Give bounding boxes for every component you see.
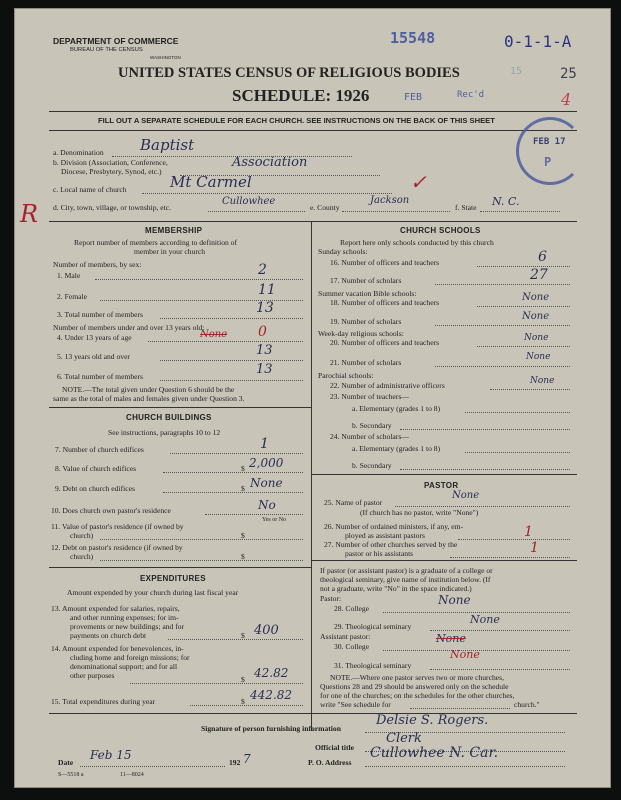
membership-rule [49, 407, 311, 408]
stamp-date: FEB 17 [533, 137, 566, 147]
members-by-sex-label: Number of members, by sex: [53, 260, 142, 269]
q24b-line [400, 469, 570, 470]
schools-rule [311, 474, 577, 475]
expenditures-heading: EXPENDITURES [140, 574, 206, 583]
q10-value: No [258, 498, 276, 512]
bureau-label: BUREAU OF THE CENSUS [70, 47, 143, 53]
q15-value: 442.82 [250, 688, 292, 702]
stamp-letter: P [544, 155, 552, 169]
q12-label-2: church) [70, 552, 94, 561]
q7-value: 1 [260, 436, 269, 452]
q8-label: 8. Value of church edifices [55, 464, 137, 473]
q31-line [430, 669, 570, 670]
q12-label-1: 12. Debt on pastor's residence (if owned by [51, 543, 183, 552]
weekday-schools-label: Week-day religious schools: [318, 329, 404, 338]
denomination-value: Baptist [140, 136, 195, 154]
serial-number: 15548 [390, 29, 436, 47]
stamp-month: FEB [404, 92, 423, 103]
stamp-number: 15 [510, 66, 523, 77]
pastor-note-4: write "See schedule for [320, 700, 391, 709]
q18-label: 18. Number of officers and teachers [330, 298, 440, 307]
q10-line [205, 514, 303, 515]
q22-value: None [530, 376, 555, 386]
q19-value: None [522, 311, 550, 322]
q28-label: 28. College [334, 604, 370, 613]
buildings-intro: See instructions, paragraphs 10 to 12 [108, 428, 221, 437]
red-check-mark: ✓ [410, 170, 427, 194]
pastor-note-3: for one of the churches; on the schedules for the other churches, [320, 691, 515, 700]
q25-value: None [452, 490, 480, 501]
q12-dollar: $ [241, 552, 245, 561]
q29-line [430, 630, 570, 631]
signature-value: Delsie S. Rogers. [376, 713, 489, 728]
center-divider [311, 221, 312, 731]
q21-label: 21. Number of scholars [330, 358, 402, 367]
under-over-label: Number of members under and over 13 years old: [53, 323, 205, 332]
q3-line [160, 318, 303, 319]
vacation-schools-label: Summer vacation Bible schools: [318, 289, 417, 298]
q15-dollar: $ [241, 697, 245, 706]
membership-heading: MEMBERSHIP [145, 226, 203, 235]
buildings-rule [49, 567, 311, 568]
city-value: Cullowhee [222, 196, 276, 207]
q16-label: 16. Number of officers and teachers [330, 258, 440, 267]
q25-note: (If church has no pastor, write "None") [360, 508, 479, 517]
city-label: WASHINGTON [150, 55, 181, 60]
division-value: Association [232, 155, 308, 170]
form-title: UNITED STATES CENSUS OF RELIGIOUS BODIES [118, 65, 460, 81]
print-number: 11—8024 [120, 772, 144, 778]
q26-line [458, 539, 570, 540]
q27-label-2: pastor or his assistants [345, 549, 414, 558]
state-label: f. State [455, 203, 477, 212]
assistant-pastor-sublabel: Assistant pastor: [320, 632, 371, 641]
q11-label-2: church) [70, 531, 94, 540]
q15-label: 15. Total expenditures during year [51, 697, 156, 706]
q29-label: 29. Theological seminary [334, 622, 412, 631]
q13-label-3: provements or new buildings; and for [70, 622, 185, 631]
q12-line [100, 560, 303, 561]
q22-label: 22. Number of administrative officers [330, 381, 445, 390]
q19-label: 19. Number of scholars [330, 317, 402, 326]
q3-total-value: 13 [256, 300, 274, 316]
q5-over13-value: 13 [256, 343, 273, 358]
pastor-note-1: NOTE.—Where one pastor serves two or more churches, [330, 673, 504, 682]
date-line [80, 766, 225, 767]
q24-label: 24. Number of scholars— [330, 432, 409, 441]
membership-intro-1: Report number of members according to definition of [74, 238, 238, 247]
q14-value: 42.82 [254, 666, 289, 680]
stamp-received: Rec'd [457, 90, 485, 100]
q31-label: 31. Theological seminary [334, 661, 412, 670]
po-address-label: P. O. Address [308, 758, 352, 767]
section-rule-1 [49, 221, 577, 222]
q1-line [95, 279, 303, 280]
q22-line [490, 389, 570, 390]
q14-label-1: 14. Amount expended for benevolences, in- [51, 644, 184, 653]
q6-line [160, 380, 303, 381]
header-rule-top [49, 111, 577, 112]
pastor-rule [311, 560, 577, 561]
parochial-schools-label: Parochial schools: [318, 371, 374, 380]
q4-line [148, 341, 303, 342]
state-value: N. C. [492, 195, 520, 208]
q13-label-2: and other running expenses; for im- [70, 613, 179, 622]
expenditures-intro: Amount expended by your church during last fiscal year [67, 588, 239, 597]
signature-label: Signature of person furnishing information [201, 724, 341, 733]
q3-total-label: 3. Total number of members [57, 310, 144, 319]
state-line [480, 211, 560, 212]
membership-note-1: NOTE.—The total given under Question 6 should be the [62, 385, 235, 394]
q24a-label: a. Elementary (grades 1 to 8) [352, 444, 441, 453]
q30-value-struck: None [436, 632, 466, 645]
graduate-note-2: theological seminary, give name of institution below. (If [320, 575, 491, 584]
instruction-banner: FILL OUT A SEPARATE SCHEDULE FOR EACH CHURCH. SEE INSTRUCTIONS ON THE BACK OF THIS SHEET [98, 116, 495, 125]
year-prefix: 192 [229, 758, 241, 767]
q5-over13-label: 5. 13 years old and over [57, 352, 130, 361]
po-address-line [365, 766, 565, 767]
q1-male-label: 1. Male [57, 271, 81, 280]
q19-line [435, 325, 570, 326]
membership-note-2: same as the total of males and females given under Question 3. [53, 394, 245, 403]
official-title-value: Clerk [386, 731, 422, 746]
q21-value: None [526, 352, 551, 362]
received-stamp [516, 117, 584, 185]
q4-under13-value: 0 [258, 324, 267, 340]
q1-male-value: 2 [258, 262, 267, 278]
red-mark-4: 4 [561, 90, 572, 109]
city-line [208, 211, 305, 212]
buildings-heading: CHURCH BUILDINGS [126, 413, 212, 422]
q25-line [395, 506, 570, 507]
stamp-25: 25 [560, 66, 577, 82]
q11-label-1: 11. Value of pastor's residence (if owned by [51, 522, 184, 531]
q11-line [100, 539, 303, 540]
q26-label-1: 26. Number of ordained ministers, if any, em- [324, 522, 464, 531]
q23a-label: a. Elementary (grades 1 to 8) [352, 404, 441, 413]
q2-female-value: 11 [258, 282, 276, 298]
q30-value: None [450, 648, 480, 661]
division-label-2: Diocese, Presbytery, Synod, etc.) [61, 167, 162, 176]
year-suffix: 7 [243, 752, 251, 766]
q27-line [450, 557, 570, 558]
form-number: S—5518 a [58, 772, 84, 778]
q6-total-value: 13 [256, 362, 273, 377]
county-value: Jackson [370, 195, 410, 206]
church-name-label: c. Local name of church [53, 185, 127, 194]
q27-label-1: 27. Number of other churches served by the [324, 540, 458, 549]
q13-label-1: 13. Amount expended for salaries, repairs, [51, 604, 180, 613]
q16-value: 6 [538, 249, 547, 265]
q9-label: 9. Debt on church edifices [55, 484, 135, 493]
q20-label: 20. Number of officers and teachers [330, 338, 440, 347]
church-name-line [142, 193, 392, 194]
q13-label-4: payments on church debt [70, 631, 147, 640]
sunday-schools-label: Sunday schools: [318, 247, 368, 256]
pastor-note-2: Questions 28 and 29 should be answered only on the schedule [320, 682, 509, 691]
dept-label: DEPARTMENT OF COMMERCE [53, 36, 179, 46]
q14-label-2: cluding home and foreign missions; for [70, 653, 190, 662]
q21-line [435, 366, 570, 367]
q13-line [168, 639, 303, 640]
q9-dollar: $ [241, 484, 245, 493]
po-address-value: Cullowhee N. Car. [370, 745, 499, 761]
division-label-1: b. Division (Association, Conference, [53, 158, 168, 167]
q20-line [477, 346, 570, 347]
graduate-note-1: If pastor (or assistant pastor) is a graduate of a college or [320, 566, 493, 575]
q5-line [160, 360, 303, 361]
header-rule-bottom [49, 130, 577, 131]
q15-line [190, 705, 303, 706]
city-label: d. City, town, village, or township, etc. [53, 203, 172, 212]
q8-line [163, 472, 303, 473]
q26-label-2: ployed as assistant pastors [345, 531, 425, 540]
pastor-note-line [410, 708, 510, 709]
q28-value: None [438, 593, 471, 607]
q14-label-3: denominational support; and for all [70, 662, 178, 671]
q13-value: 400 [254, 623, 279, 638]
q26-value: 1 [524, 524, 533, 540]
q14-dollar: $ [241, 675, 245, 684]
q10-label: 10. Does church own pastor's residence [51, 506, 171, 515]
q30-label: 30. College [334, 642, 370, 651]
q27-value: 1 [530, 540, 539, 556]
q16-line [477, 266, 570, 267]
pastor-note-5: church." [514, 700, 540, 709]
pastor-heading: PASTOR [424, 481, 459, 490]
q7-label: 7. Number of church edifices [55, 445, 144, 454]
q9-value: None [250, 476, 283, 490]
q4-under13-label: 4. Under 13 years of age [57, 333, 132, 342]
q6-total-label: 6. Total number of members [57, 372, 144, 381]
q17-value: 27 [530, 267, 548, 283]
membership-intro-2: member in your church [134, 247, 206, 256]
q23a-line [465, 412, 570, 413]
q23-label: 23. Number of teachers— [330, 392, 409, 401]
q29-value: None [470, 613, 500, 626]
q14-line [130, 683, 303, 684]
county-label: e. County [310, 203, 340, 212]
q14-label-4: other purposes [70, 671, 115, 680]
q4-struck-value: None [200, 329, 228, 340]
q8-value: 2,000 [249, 456, 284, 470]
q23b-label: b. Secondary [352, 421, 392, 430]
q25-label: 25. Name of pastor [324, 498, 383, 507]
schools-heading: CHURCH SCHOOLS [400, 226, 481, 235]
q20-value: None [524, 333, 549, 343]
q2-female-label: 2. Female [57, 292, 87, 301]
official-title-label: Official title [315, 743, 355, 752]
q11-dollar: $ [241, 531, 245, 540]
signature-rule [49, 713, 577, 714]
q23b-line [400, 429, 570, 430]
q9-line [163, 492, 303, 493]
q17-label: 17. Number of scholars [330, 276, 402, 285]
classification-code: 0-1-1-A [504, 32, 572, 51]
q13-dollar: $ [241, 631, 245, 640]
q18-value: None [522, 292, 550, 303]
denomination-label: a. Denomination [53, 148, 104, 157]
q18-line [477, 306, 570, 307]
red-r-mark: R [20, 200, 39, 228]
pastor-sublabel: Pastor: [320, 594, 342, 603]
q17-line [435, 284, 570, 285]
yes-no-hint: Yes or No [262, 517, 287, 523]
county-line [342, 211, 450, 212]
q8-dollar: $ [241, 464, 245, 473]
church-name-value: Mt Carmel [170, 173, 252, 191]
schedule-title: SCHEDULE: 1926 [232, 86, 370, 105]
date-label: Date [58, 758, 74, 767]
q7-line [170, 453, 303, 454]
q24a-line [465, 452, 570, 453]
q24b-label: b. Secondary [352, 461, 392, 470]
date-value: Feb 15 [90, 748, 132, 762]
schools-intro: Report here only schools conducted by this church [340, 238, 494, 247]
graduate-note-3: not a graduate, write "No" in the space indicated.) [320, 584, 472, 593]
